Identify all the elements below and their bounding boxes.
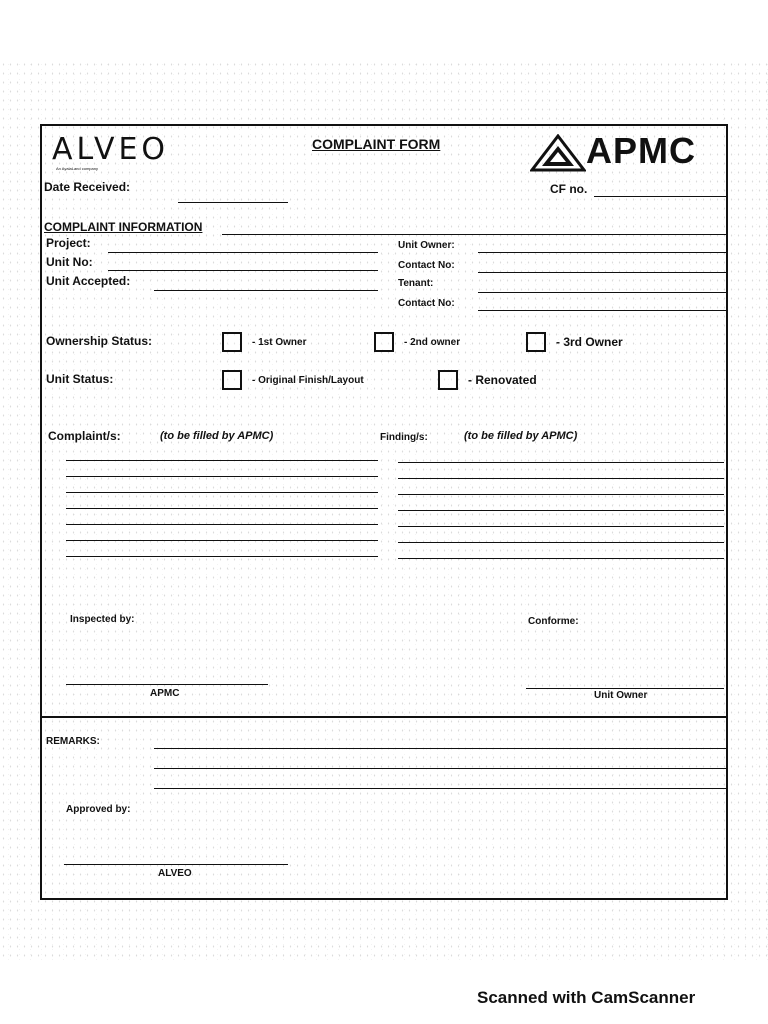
project-label: Project: (46, 236, 91, 250)
tenant-label: Tenant: (398, 278, 434, 289)
approved-by-org: ALVEO (158, 868, 192, 879)
conforme-role: Unit Owner (594, 690, 648, 701)
inspected-by-label: Inspected by: (70, 614, 135, 625)
remarks-label: REMARKS: (46, 736, 100, 747)
complaint-line (66, 540, 378, 541)
complaint-info-heading: COMPLAINT INFORMATION (44, 220, 203, 234)
contact-no-label-2: Contact No: (398, 298, 455, 309)
date-received-line (178, 202, 288, 203)
apmc-triangle-logo-icon (530, 134, 586, 172)
third-owner-option: - 3rd Owner (556, 335, 623, 349)
contact-no-line-2 (478, 310, 726, 311)
findings-note: (to be filled by APMC) (464, 430, 578, 442)
contact-no-line-1 (478, 272, 726, 273)
cf-no-label: CF no. (550, 182, 588, 196)
unit-owner-label: Unit Owner: (398, 240, 455, 251)
finding-line (398, 478, 724, 479)
project-line (108, 252, 378, 253)
approved-by-label: Approved by: (66, 804, 131, 815)
original-finish-checkbox[interactable] (222, 370, 242, 390)
complaint-line (66, 492, 378, 493)
unit-status-label: Unit Status: (46, 372, 114, 386)
form-title: COMPLAINT FORM (312, 136, 441, 152)
finding-line (398, 526, 724, 527)
unit-accepted-line (154, 290, 378, 291)
complaints-label: Complaint/s: (48, 429, 121, 443)
contact-no-label-1: Contact No: (398, 260, 455, 271)
original-finish-option: - Original Finish/Layout (252, 375, 364, 386)
renovated-option: - Renovated (468, 373, 537, 387)
complaint-line (66, 556, 378, 557)
date-received-label: Date Received: (44, 180, 131, 194)
alveo-logo: ALVEO (52, 132, 170, 167)
finding-line (398, 510, 724, 511)
complaint-line (66, 460, 378, 461)
camscanner-watermark: Scanned with CamScanner (477, 988, 696, 1007)
findings-label: Finding/s: (380, 432, 428, 443)
finding-line (398, 462, 724, 463)
cf-no-line (594, 196, 726, 197)
tenant-line (478, 292, 726, 293)
conforme-label: Conforme: (528, 616, 579, 627)
remarks-line (154, 788, 726, 789)
complaint-line (66, 476, 378, 477)
second-owner-checkbox[interactable] (374, 332, 394, 352)
complaints-note: (to be filled by APMC) (160, 430, 274, 442)
alveo-logo-tagline: An AyalaLand company (56, 166, 98, 171)
complaint-line (66, 508, 378, 509)
unit-no-line (108, 270, 378, 271)
first-owner-checkbox[interactable] (222, 332, 242, 352)
inspected-by-org: APMC (150, 688, 180, 699)
remarks-line (154, 748, 726, 749)
remarks-line (154, 768, 726, 769)
second-owner-option: - 2nd owner (404, 337, 461, 348)
finding-line (398, 542, 724, 543)
apmc-logo: APMC (586, 130, 696, 171)
unit-accepted-label: Unit Accepted: (46, 274, 131, 288)
finding-line (398, 494, 724, 495)
remarks-divider (42, 716, 728, 718)
unit-owner-line (478, 252, 726, 253)
first-owner-option: - 1st Owner (252, 337, 307, 348)
unit-no-label: Unit No: (46, 255, 93, 269)
complaint-line (66, 524, 378, 525)
approved-by-signature-line (64, 864, 288, 865)
inspected-by-signature-line (66, 684, 268, 685)
ownership-status-label: Ownership Status: (46, 334, 153, 348)
conforme-signature-line (526, 688, 724, 689)
complaint-info-rule (222, 234, 726, 235)
renovated-checkbox[interactable] (438, 370, 458, 390)
third-owner-checkbox[interactable] (526, 332, 546, 352)
finding-line (398, 558, 724, 559)
complaint-form (40, 124, 728, 900)
